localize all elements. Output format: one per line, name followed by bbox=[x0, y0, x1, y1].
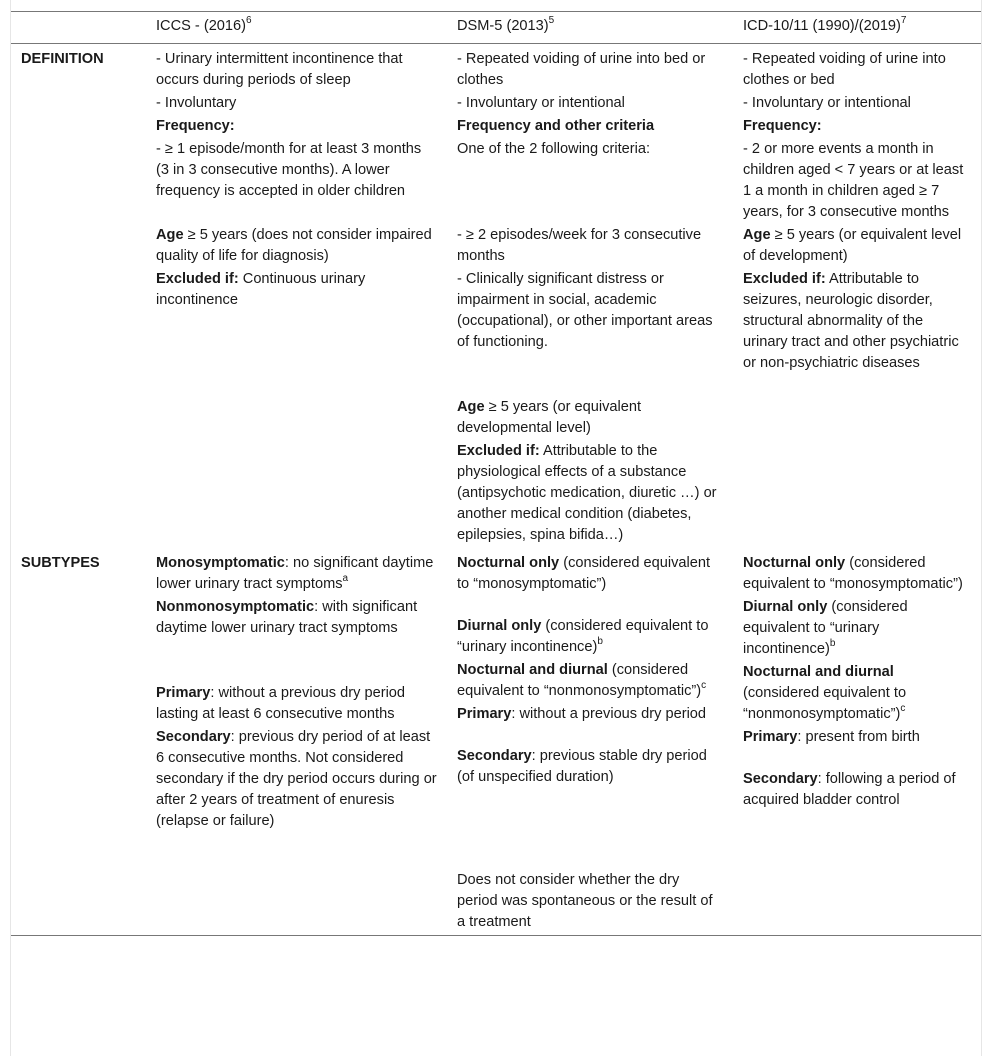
iccs-primary-label: Primary bbox=[156, 685, 211, 701]
dsm5-frequency-intro: One of the 2 following criteria: bbox=[457, 141, 651, 157]
dsm5-age bbox=[457, 397, 723, 439]
dsm5-nocturnal-only bbox=[457, 553, 723, 595]
iccs-excluded bbox=[156, 269, 437, 311]
icd-primary bbox=[743, 727, 971, 748]
dsm5-excluded bbox=[457, 441, 723, 546]
iccs-age-text: ≥ 5 years (does not consider impaired quality of life for diagnosis) bbox=[156, 227, 432, 264]
icd-diur-footnote: b bbox=[829, 638, 836, 650]
table-row-definition bbox=[11, 44, 981, 549]
icd-diur-text: (considered equivalent to “urinary incontinence) bbox=[743, 599, 908, 657]
dsm5-excluded-text: Attributable to the physiological effects of a substance (antipsychotic medication, diuretic …) or another medical condition (diabetes, epilepsies, spina bifida…) bbox=[457, 443, 717, 543]
icd-noct-text: (considered equivalent to “monosymptomatic”) bbox=[743, 555, 963, 592]
icd-secondary bbox=[743, 769, 971, 811]
icd-primary-text: : present from birth bbox=[797, 729, 920, 745]
icd-excluded bbox=[743, 269, 971, 374]
dsm5-secondary-label: Secondary bbox=[457, 748, 532, 764]
spacer bbox=[457, 597, 723, 616]
iccs-monosymptomatic bbox=[156, 553, 437, 595]
iccs-excluded-label: Excluded if: bbox=[156, 271, 239, 287]
spacer bbox=[457, 790, 723, 870]
header-empty-cell bbox=[11, 12, 146, 44]
iccs-secondary bbox=[156, 727, 437, 832]
iccs-mono-label: Monosymptomatic bbox=[156, 555, 285, 571]
icd-excluded-label: Excluded if: bbox=[743, 271, 826, 287]
criteria-comparison-table bbox=[11, 11, 981, 936]
iccs-secondary-text: : previous dry period of at least 6 consecutive months. Not considered secondary if the dry period occurs during or after 2 years of treatment of enuresis (relapse or failure) bbox=[156, 729, 437, 829]
iccs-primary-text: : without a previous dry period lasting at least 6 consecutive months bbox=[156, 685, 406, 722]
dsm5-def-line1: - Repeated voiding of urine into bed or clothes bbox=[457, 51, 706, 88]
dsm5-excluded-label: Excluded if: bbox=[457, 443, 540, 459]
icd-both-label: Nocturnal and diurnal bbox=[743, 664, 894, 680]
iccs-mono-text: : no significant daytime lower urinary tract symptoms bbox=[156, 555, 434, 592]
spacer bbox=[457, 355, 723, 397]
icd-both-footnote: c bbox=[900, 703, 906, 715]
iccs-nonmonosymptomatic bbox=[156, 597, 437, 639]
dsm5-criterion-2: - Clinically significant distress or impairment in social, academic (occupational), or other important areas of functioning. bbox=[457, 271, 713, 350]
dsm5-noct-text: (considered equivalent to “monosymptomatic”) bbox=[457, 555, 711, 592]
dsm5-age-text: ≥ 5 years (or equivalent developmental level) bbox=[457, 399, 642, 436]
dsm5-diurnal-only bbox=[457, 616, 723, 658]
iccs-age-label: Age bbox=[156, 227, 184, 243]
iccs-def-line2: - Involuntary bbox=[156, 95, 237, 111]
header-iccs-ref: 6 bbox=[246, 15, 252, 27]
dsm5-diur-label: Diurnal only bbox=[457, 618, 542, 634]
header-iccs-text: ICCS - (2016) bbox=[156, 18, 247, 34]
spacer bbox=[743, 750, 971, 769]
iccs-age bbox=[156, 225, 437, 267]
subtypes-iccs-cell bbox=[146, 548, 447, 936]
icd-excluded-text: Attributable to seizures, neurologic disorder, structural abnormality of the urinary tract and other psychiatric or non-psychiatric diseases bbox=[743, 271, 959, 371]
dsm5-both-label: Nocturnal and diurnal bbox=[457, 662, 608, 678]
header-icd bbox=[733, 12, 981, 44]
icd-nocturnal-diurnal bbox=[743, 662, 971, 725]
header-dsm5-text: DSM-5 (2013) bbox=[457, 18, 549, 34]
table-row-subtypes bbox=[11, 548, 981, 936]
spacer bbox=[156, 204, 437, 225]
spacer bbox=[457, 162, 723, 225]
iccs-frequency-text: - ≥ 1 episode/month for at least 3 months (3 in 3 consecutive months). A lower frequency is accepted in older children bbox=[156, 141, 422, 199]
icd-age-label: Age bbox=[743, 227, 771, 243]
icd-nocturnal-only bbox=[743, 553, 971, 595]
iccs-nonmono-text: : with significant daytime lower urinary tract symptoms bbox=[156, 599, 418, 636]
dsm5-dry-period-note: Does not consider whether the dry period was spontaneous or the result of a treatment bbox=[457, 872, 713, 930]
iccs-secondary-label: Secondary bbox=[156, 729, 231, 745]
definition-icd-cell bbox=[733, 44, 981, 549]
dsm5-both-footnote: c bbox=[701, 680, 707, 692]
icd-frequency-heading: Frequency: bbox=[743, 118, 822, 134]
dsm5-age-label: Age bbox=[457, 399, 485, 415]
header-dsm5 bbox=[447, 12, 733, 44]
dsm5-noct-label: Nocturnal only bbox=[457, 555, 560, 571]
icd-both-text: (considered equivalent to “nonmonosymptomatic”) bbox=[743, 685, 907, 722]
dsm5-frequency-heading: Frequency and other criteria bbox=[457, 118, 655, 134]
row-label-definition: DEFINITION bbox=[21, 51, 104, 67]
dsm5-diur-text: (considered equivalent to “urinary incontinence) bbox=[457, 618, 709, 655]
icd-secondary-label: Secondary bbox=[743, 771, 818, 787]
iccs-primary bbox=[156, 683, 437, 725]
dsm5-both-text: (considered equivalent to “nonmonosymptomatic”) bbox=[457, 662, 702, 699]
dsm5-primary bbox=[457, 704, 723, 725]
icd-age-text: ≥ 5 years (or equivalent level of development) bbox=[743, 227, 962, 264]
icd-diurnal-only bbox=[743, 597, 971, 660]
iccs-nonmono-label: Nonmonosymptomatic bbox=[156, 599, 315, 615]
icd-def-line1: - Repeated voiding of urine into clothes or bed bbox=[743, 51, 946, 88]
icd-age bbox=[743, 225, 971, 267]
dsm5-secondary-text: : previous stable dry period (of unspecified duration) bbox=[457, 748, 707, 785]
icd-secondary-text: : following a period of acquired bladder control bbox=[743, 771, 956, 808]
header-dsm5-ref: 5 bbox=[548, 15, 555, 27]
row-label-subtypes: SUBTYPES bbox=[21, 555, 100, 571]
iccs-def-line1: - Urinary intermittent incontinence that occurs during periods of sleep bbox=[156, 51, 403, 88]
subtypes-dsm5-cell bbox=[447, 548, 733, 936]
icd-frequency-text: - 2 or more events a month in children aged < 7 years or at least 1 a month in children aged ≥ 7 years, for 3 consecutive months bbox=[743, 141, 964, 220]
dsm5-primary-text: : without a previous dry period bbox=[511, 706, 707, 722]
icd-diur-label: Diurnal only bbox=[743, 599, 828, 615]
header-icd-text: ICD-10/11 (1990)/(2019) bbox=[743, 18, 901, 34]
iccs-excluded-text: Continuous urinary incontinence bbox=[156, 271, 366, 308]
icd-primary-label: Primary bbox=[743, 729, 798, 745]
table-header-row bbox=[11, 12, 981, 44]
icd-def-line2: - Involuntary or intentional bbox=[743, 95, 911, 111]
spacer bbox=[156, 641, 437, 683]
header-icd-ref: 7 bbox=[900, 15, 907, 27]
definition-dsm5-cell bbox=[447, 44, 733, 549]
header-iccs bbox=[146, 12, 447, 44]
dsm5-secondary bbox=[457, 746, 723, 788]
dsm5-primary-label: Primary bbox=[457, 706, 512, 722]
iccs-mono-footnote: a bbox=[342, 573, 349, 585]
iccs-frequency-heading: Frequency: bbox=[156, 118, 235, 134]
subtypes-icd-cell bbox=[733, 548, 981, 936]
definition-iccs-cell bbox=[146, 44, 447, 549]
dsm5-criterion-1: - ≥ 2 episodes/week for 3 consecutive months bbox=[457, 227, 702, 264]
dsm5-diur-footnote: b bbox=[597, 636, 603, 648]
icd-noct-label: Nocturnal only bbox=[743, 555, 846, 571]
dsm5-nocturnal-diurnal bbox=[457, 660, 723, 702]
spacer bbox=[457, 727, 723, 746]
dsm5-def-line2: - Involuntary or intentional bbox=[457, 95, 625, 111]
